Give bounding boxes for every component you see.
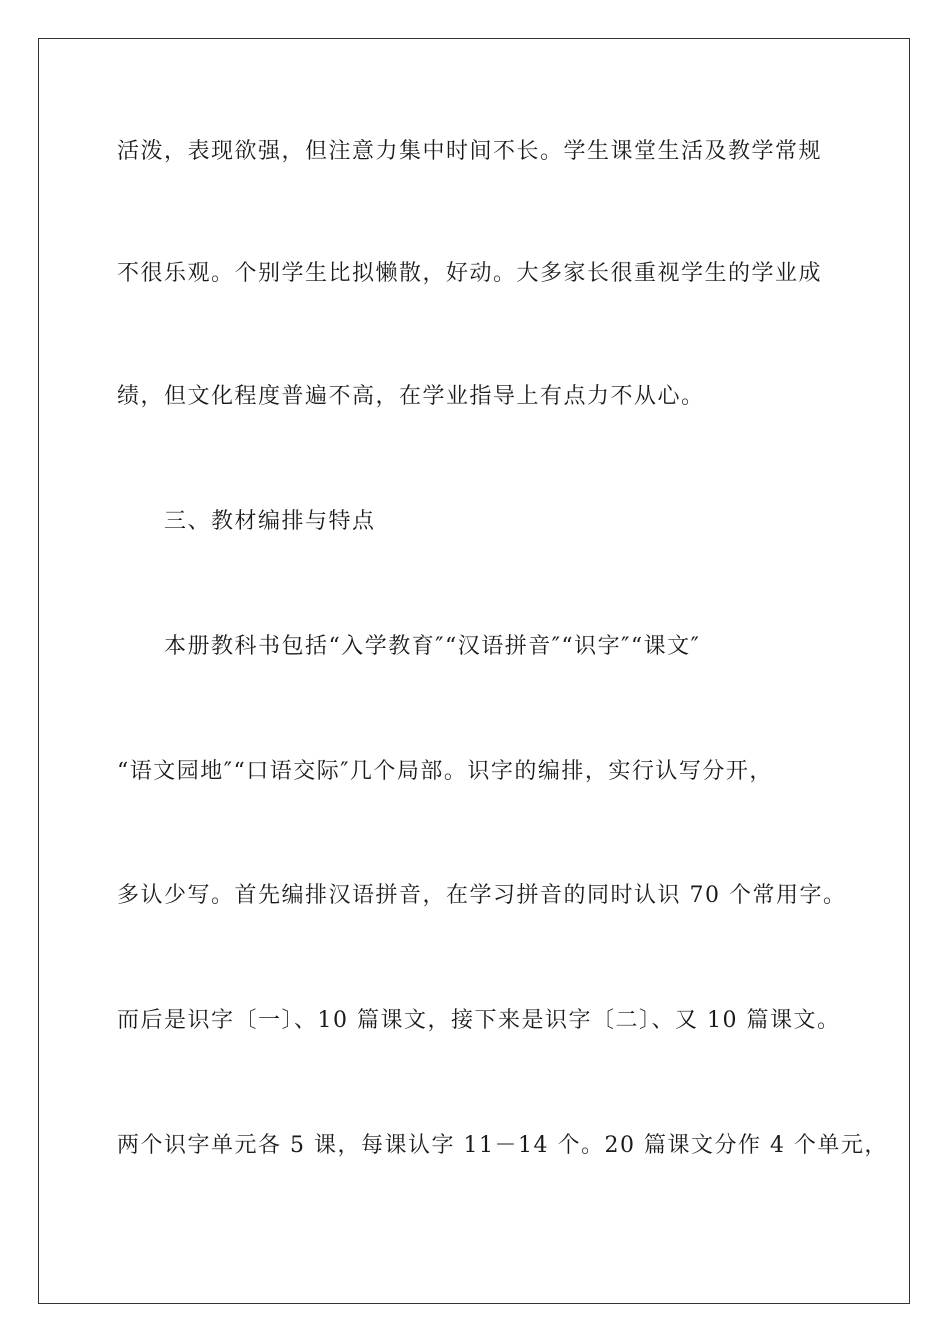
paragraph-line: 而后是识字〔一〕、10 篇课文，接下来是识字〔二〕、又 10 篇课文。 [117,1008,841,1033]
paragraph-line: 两个识字单元各 5 课，每课认字 11－14 个。20 篇课文分作 4 个单元， [117,1133,888,1158]
paragraph-line: 绩，但文化程度普遍不高，在学业指导上有点力不从心。 [117,384,705,409]
paragraph-line: 多认少写。首先编排汉语拼音，在学习拼音的同时认识 70 个常用字。 [117,883,847,908]
paragraph-line: 不很乐观。个别学生比拟懒散，好动。大多家长很重视学生的学业成 [117,261,823,286]
paragraph-line: 本册教科书包括“入学教育″“汉语拼音″“识字″“课文″ [164,634,701,659]
paragraph-line: 活泼，表现欲强，但注意力集中时间不长。学生课堂生活及教学常规 [117,139,823,164]
page-border [38,38,910,1304]
section-heading: 三、教材编排与特点 [164,509,376,534]
paragraph-line: “语文园地″“口语交际″几个局部。识字的编排，实行认写分开， [117,759,773,784]
